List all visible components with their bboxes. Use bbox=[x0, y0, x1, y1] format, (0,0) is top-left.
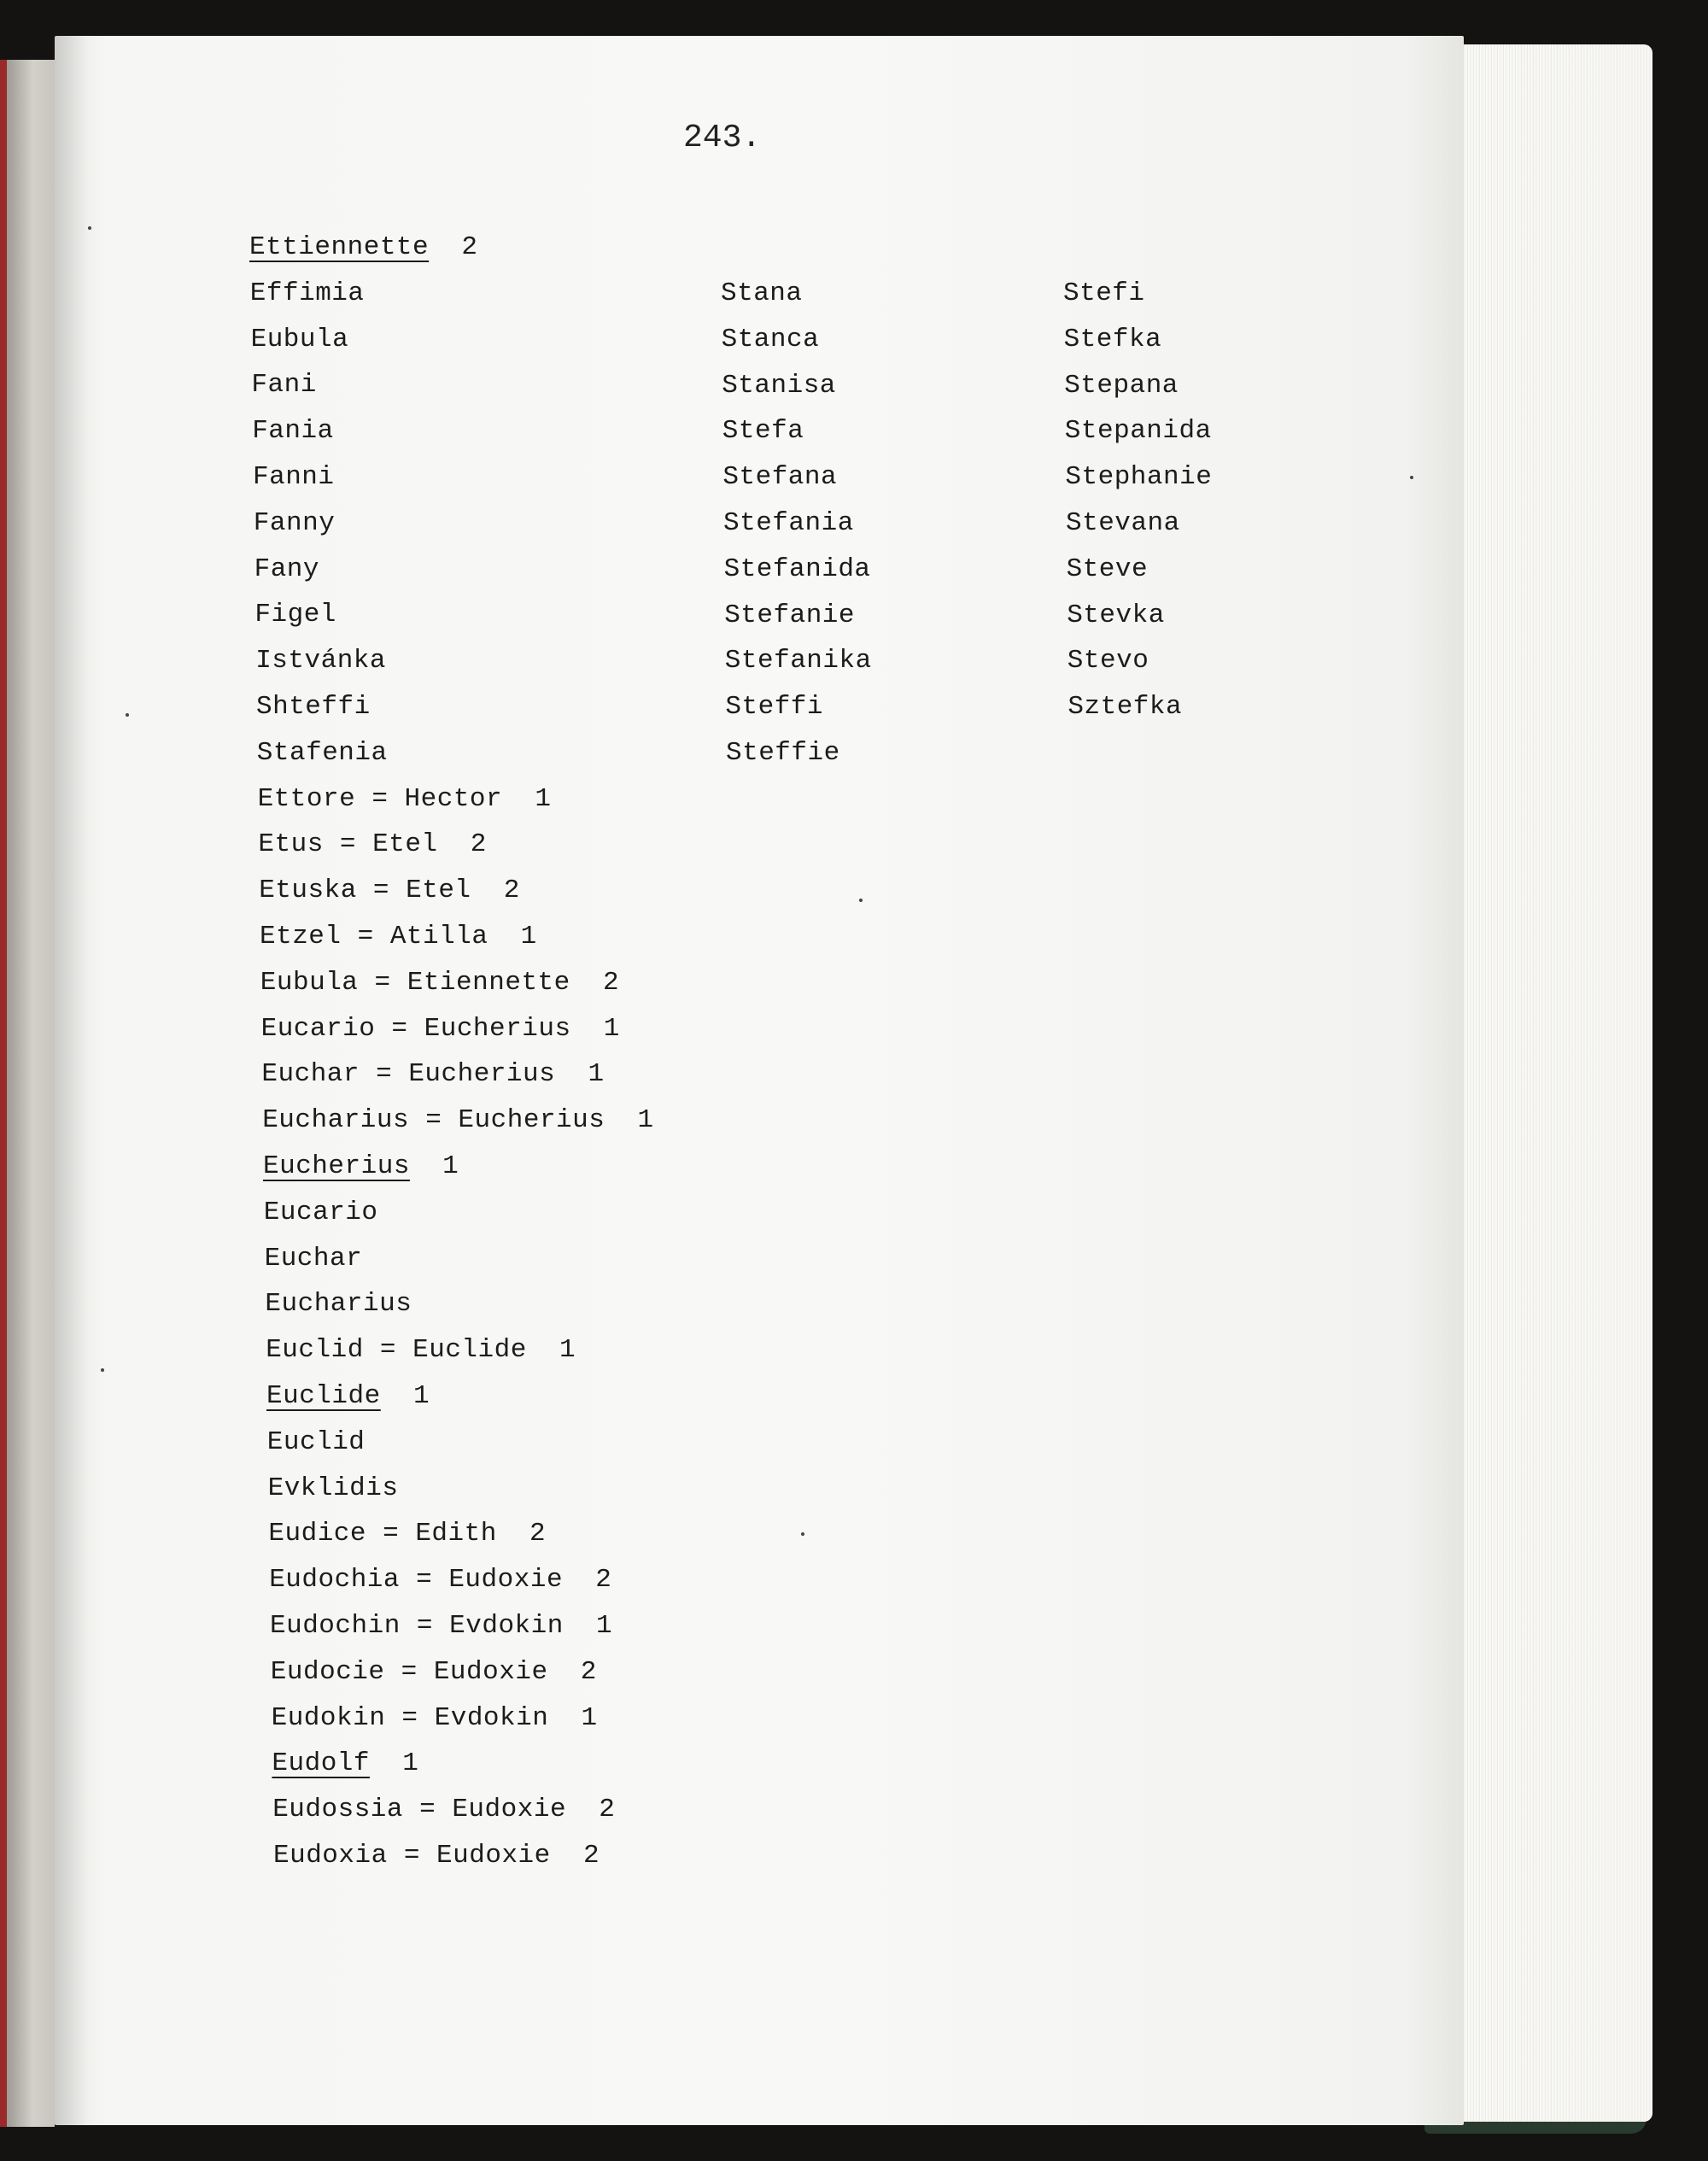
name-entry bbox=[258, 829, 486, 859]
page-edges bbox=[1456, 44, 1652, 2122]
name-entry bbox=[266, 1335, 576, 1365]
headword-entry bbox=[249, 232, 477, 262]
name-entry bbox=[258, 784, 552, 814]
variant-name: Stanisa bbox=[722, 370, 836, 401]
variant-name: Stefania bbox=[723, 508, 854, 538]
name-entry bbox=[253, 462, 335, 492]
entry-name: Euclide bbox=[266, 1381, 381, 1411]
speck bbox=[1410, 476, 1413, 479]
variant-name: Stevo bbox=[1067, 646, 1149, 676]
entry-name: Effimia bbox=[249, 278, 365, 308]
variant-name: Stefa bbox=[722, 416, 804, 447]
name-entry bbox=[250, 278, 365, 308]
name-entry bbox=[265, 1289, 412, 1319]
name-entry bbox=[272, 1703, 598, 1733]
name-entry bbox=[251, 325, 349, 354]
entry-name: Fany bbox=[254, 553, 320, 584]
name-entry bbox=[254, 508, 336, 538]
name-entry bbox=[268, 1473, 399, 1503]
entry-name: Eudossia = Eudoxie 2 bbox=[272, 1795, 616, 1825]
entry-name: Eucario = Eucherius 1 bbox=[260, 1013, 620, 1044]
entry-name: Evklidis bbox=[267, 1473, 399, 1503]
name-entry bbox=[260, 968, 619, 998]
name-entry bbox=[254, 554, 319, 584]
entry-name: Eudokin = Evdokin 1 bbox=[271, 1702, 598, 1733]
variant-name: Steffi bbox=[725, 692, 824, 723]
variant-name: Stanca bbox=[721, 324, 820, 354]
variant-name: Stefanie bbox=[724, 600, 856, 630]
variant-name: Steffie bbox=[726, 738, 840, 768]
speck bbox=[801, 1532, 804, 1536]
entry-name: Eudoxia = Eudoxie 2 bbox=[273, 1841, 600, 1871]
variant-name: Stefka bbox=[1063, 324, 1162, 354]
entry-name: Fanni bbox=[253, 462, 335, 492]
variant-name: Steve bbox=[1066, 553, 1149, 584]
speck bbox=[88, 226, 91, 230]
variant-name: Stefana bbox=[722, 462, 838, 493]
entry-name: Figel bbox=[254, 600, 336, 630]
entry-name: Euclid = Euclide 1 bbox=[266, 1335, 576, 1366]
entry-name: Etzel = Atilla 1 bbox=[260, 922, 537, 952]
variant-name: Stefanida bbox=[723, 553, 871, 584]
entry-name: Eucherius bbox=[263, 1151, 410, 1181]
entry-name: Etus = Etel 2 bbox=[258, 829, 487, 860]
entry-count: 2 bbox=[429, 232, 478, 262]
entry-name: Eucharius bbox=[265, 1289, 412, 1320]
entry-name: Istvánka bbox=[255, 646, 387, 676]
variant-name: Stefanika bbox=[724, 646, 872, 676]
entry-name: Eudocie = Eudoxie 2 bbox=[270, 1656, 597, 1687]
name-entry bbox=[271, 1657, 597, 1687]
name-entry bbox=[255, 646, 386, 676]
speck bbox=[126, 713, 129, 717]
entry-name: Fani bbox=[251, 370, 317, 401]
variant-name: Stevana bbox=[1066, 508, 1180, 538]
entry-count: 1 bbox=[380, 1381, 430, 1411]
variant-name: Sztefka bbox=[1068, 692, 1183, 723]
entry-name: Eubula bbox=[250, 324, 349, 354]
entry-name: Eudochin = Evdokin 1 bbox=[270, 1611, 613, 1641]
entry-name: Euchar bbox=[264, 1243, 363, 1274]
name-entry bbox=[268, 1519, 546, 1549]
variant-name: Stana bbox=[721, 278, 803, 308]
entry-name: Eudolf bbox=[272, 1748, 371, 1779]
name-entry bbox=[273, 1841, 600, 1871]
entry-name: Ettiennette bbox=[249, 232, 430, 262]
entry-name: Eudochia = Eudoxie 2 bbox=[269, 1565, 612, 1596]
name-entry bbox=[270, 1611, 612, 1641]
speck bbox=[859, 899, 863, 902]
name-entry bbox=[259, 876, 520, 905]
entry-name: Eucharius = Eucherius 1 bbox=[262, 1105, 654, 1136]
variant-name: Stepanida bbox=[1064, 416, 1212, 447]
variant-name: Stephanie bbox=[1065, 462, 1213, 493]
name-entry bbox=[260, 922, 537, 952]
entry-name: Euchar = Eucherius 1 bbox=[261, 1059, 605, 1090]
entry-name: Shteffi bbox=[256, 692, 371, 722]
variant-name: Stefi bbox=[1063, 278, 1145, 308]
variant-name: Stepana bbox=[1064, 370, 1179, 401]
speck bbox=[101, 1368, 104, 1372]
entry-name: Fanny bbox=[253, 507, 336, 538]
name-entry bbox=[261, 1059, 604, 1089]
entry-name: Fania bbox=[252, 416, 334, 447]
variant-name: Stevka bbox=[1067, 600, 1165, 630]
entry-count: 1 bbox=[409, 1151, 459, 1181]
name-entry bbox=[252, 416, 334, 446]
name-entry bbox=[264, 1198, 378, 1227]
name-entry bbox=[254, 600, 336, 630]
spine-shadow bbox=[55, 36, 89, 2125]
entry-name: Eudice = Edith 2 bbox=[268, 1519, 547, 1549]
name-entry bbox=[257, 738, 388, 768]
name-entry bbox=[261, 1014, 620, 1044]
entry-name: Euclid bbox=[266, 1426, 366, 1457]
name-entry bbox=[267, 1427, 366, 1457]
headword-entry bbox=[263, 1151, 459, 1181]
headword-entry bbox=[272, 1748, 418, 1778]
name-entry bbox=[262, 1105, 653, 1135]
page-number: 243. bbox=[683, 120, 762, 156]
entry-name: Stafenia bbox=[256, 737, 388, 768]
name-entry bbox=[265, 1244, 363, 1274]
entry-name: Ettore = Hector 1 bbox=[257, 783, 552, 814]
name-entry bbox=[269, 1565, 611, 1595]
name-entry bbox=[256, 692, 371, 722]
entry-count: 1 bbox=[370, 1748, 419, 1779]
entry-name: Eubula = Etiennette 2 bbox=[260, 967, 620, 998]
name-entry bbox=[272, 1795, 615, 1824]
left-page-edge bbox=[0, 60, 55, 2127]
name-entry bbox=[251, 370, 316, 400]
headword-entry bbox=[266, 1381, 430, 1411]
entry-name: Etuska = Etel 2 bbox=[259, 876, 520, 906]
entry-name: Eucario bbox=[263, 1197, 378, 1227]
